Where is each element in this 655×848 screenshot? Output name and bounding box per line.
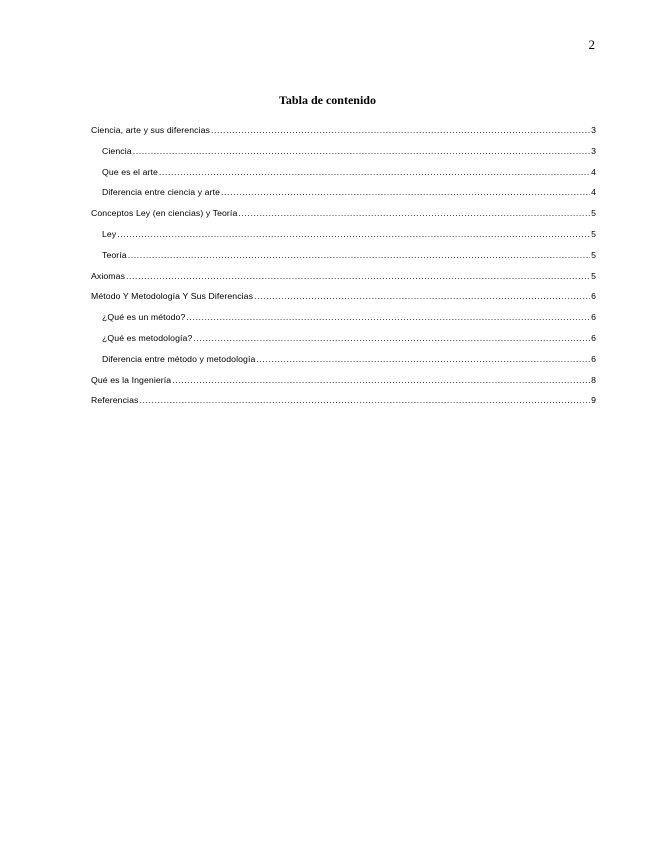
toc-dot-leader <box>221 182 590 203</box>
page-number: 2 <box>588 37 595 52</box>
toc-dot-leader <box>117 224 590 245</box>
toc-entry-page: 5 <box>591 228 596 239</box>
toc-entry-page: 3 <box>591 145 596 156</box>
toc-entry-page: 3 <box>591 125 596 135</box>
toc-dot-leader <box>139 390 590 411</box>
toc-dot-leader <box>133 141 590 162</box>
toc-entry-diferencia-metodo-metodologia[interactable] <box>91 349 596 370</box>
toc-title: Tabla de contenido <box>279 93 376 107</box>
toc-entry-text: Método Y Metodología Y Sus Diferencias <box>91 291 254 302</box>
toc-dot-leader <box>211 120 590 141</box>
toc-dot-leader <box>186 307 590 328</box>
toc-entry-page: 8 <box>591 374 596 385</box>
toc-entry-text: Axiomas <box>91 270 126 281</box>
toc-dot-leader <box>159 162 590 183</box>
toc-entry-text: Teoría <box>102 249 127 260</box>
toc-entry-metodo-metodologia[interactable] <box>91 286 596 307</box>
toc-entry-text: Que es el arte <box>102 166 158 177</box>
toc-entry-page: 6 <box>591 291 596 302</box>
toc-entry-que-es-el-arte[interactable] <box>91 162 596 183</box>
toc-dot-leader <box>254 286 590 307</box>
toc-dot-leader <box>238 203 590 224</box>
toc-entry-page: 4 <box>591 166 596 177</box>
toc-entry-teoria[interactable] <box>91 245 596 266</box>
toc-dot-leader <box>256 349 590 370</box>
toc-entry-conceptos-ley-teoria[interactable] <box>91 203 596 224</box>
toc-entry-text: ¿Qué es un método? <box>102 312 186 323</box>
toc-entry-text: Qué es la Ingeniería <box>91 374 172 385</box>
toc-entry-que-es-un-metodo[interactable] <box>91 307 596 328</box>
toc-dot-leader <box>126 266 590 287</box>
toc-entry-referencias[interactable] <box>91 390 596 411</box>
toc-entry-axiomas[interactable] <box>91 266 596 287</box>
toc-entry-text: Diferencia entre método y metodología <box>102 353 256 364</box>
toc-entry-text: Diferencia entre ciencia y arte <box>102 187 221 198</box>
toc-dot-leader <box>128 245 590 266</box>
table-of-contents <box>91 120 596 411</box>
toc-dot-leader <box>172 370 590 391</box>
toc-entry-que-es-la-ingenieria[interactable] <box>91 370 596 391</box>
toc-entry-page: 6 <box>591 353 596 364</box>
toc-entry-page: 6 <box>591 312 596 323</box>
toc-entry-diferencia-ciencia-arte[interactable] <box>91 182 596 203</box>
toc-entry-que-es-metodologia[interactable] <box>91 328 596 349</box>
toc-entry-ciencia-arte[interactable] <box>91 120 596 141</box>
toc-entry-page: 5 <box>591 270 596 281</box>
toc-entry-text: ¿Qué es metodología? <box>102 332 193 343</box>
toc-entry-page: 4 <box>591 187 596 198</box>
toc-entry-page: 9 <box>591 395 596 406</box>
toc-entry-text: Ley <box>102 228 117 239</box>
toc-entry-text: Referencias <box>91 395 139 406</box>
toc-entry-ley[interactable] <box>91 224 596 245</box>
toc-entry-page: 6 <box>591 332 596 343</box>
toc-entry-ciencia[interactable] <box>91 141 596 162</box>
toc-entry-text: Ciencia, arte y sus diferencias <box>91 125 210 135</box>
toc-dot-leader <box>193 328 590 349</box>
toc-entry-text: Conceptos Ley (en ciencias) y Teoría <box>91 208 238 219</box>
toc-entry-page: 5 <box>591 249 596 260</box>
toc-entry-page: 5 <box>591 208 596 219</box>
toc-entry-text: Ciencia <box>102 145 132 156</box>
